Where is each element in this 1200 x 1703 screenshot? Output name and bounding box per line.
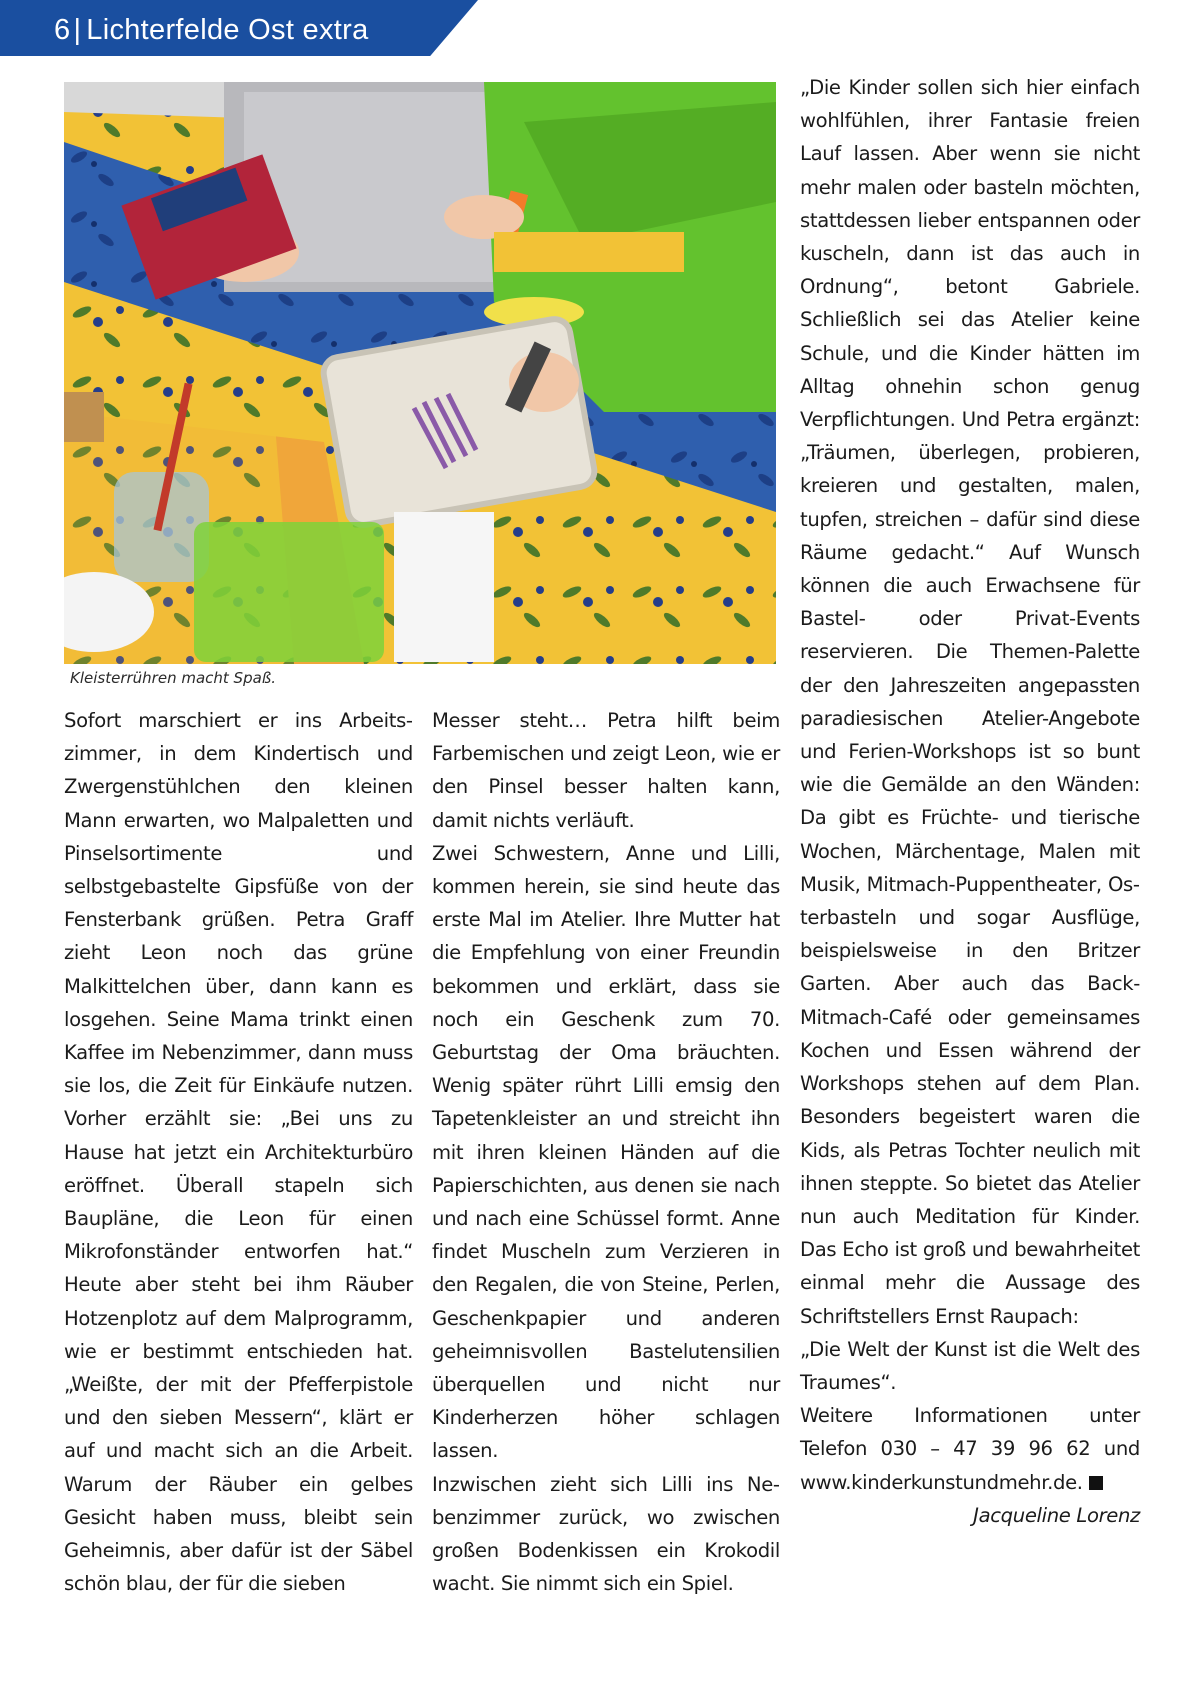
section-title: Lichterfelde Ost extra: [86, 14, 369, 46]
photo-caption: Kleisterrühren macht Spaß.: [70, 669, 277, 687]
contact-info: Weitere Informationen unter Telefon 030 – 47 39 96 62 und www.kinderkunstundmehr.de.: [800, 1404, 1140, 1494]
article-column-2: [432, 704, 780, 1600]
article-paragraph: „Die Kinder sollen sich hier einfach wohlfühlen, ihrer Fantasie freien Lauf lassen. Aber wenn sie nicht mehr malen oder basteln möchten, stattdessen lieber entspannen oder kuscheln, dann ist das auch in Ordnung“, betont Gabriele. Schließlich sei das Atelier keine Schule, und die Kinder hätten im Alltag ohnehin schon genug Verpflichtungen. Und Petra ergänzt: „Träumen, überlegen, probieren, kreieren und gestalten, malen, tupfen, streichen – dafür sind diese Räume gedacht.“ Auf Wunsch können die auch Erwachsene für Bastel- oder Privat-Events reservieren. Die Themen-Palette der den Jahreszeiten angepassten paradiesischen Atelier-Angebote und Ferien-Workshops ist so bunt wie die Gemälde an den Wänden: Da gibt es Früchte- und tierische Wochen, Märchentage, Malen mit Musik, Mitmach-Puppentheater, Osterbasteln und sogar Ausflüge, beispielsweise in den Britzer Garten. Aber auch das Back-Mitmach-Café oder gemeinsames Kochen und Essen während der Workshops stehen auf dem Plan. Besonders begeistert waren die Kids, als Petras Tochter neulich mit ihnen steppte. So bietet das Atelier nun auch Meditation für Kinder. Das Echo ist groß und bewahrheitet einmal mehr die Aussage des Schriftstellers Ernst Raupach:: [800, 76, 1140, 1328]
craft-table-illustration: [64, 82, 776, 664]
article-paragraph: Sofort marschiert er ins Arbeitszimmer, in dem Kindertisch und Zwergenstühlchen den kleinen Mann erwarten, wo Malpaletten und Pinselsortimente und selbstgebastelte Gipsfüße von der Fensterbank grüßen. Petra Graff zieht Leon noch das grüne Malkittelchen über, dann kann es losgehen. Seine Mama trinkt einen Kaffee im Nebenzimmer, dann muss sie los, die Zeit für Einkäufe nutzen. Vorher erzählt sie: „Bei uns zu Hause hat jetzt ein Architekturbüro eröffnet. Überall stapeln sich Baupläne, die Leon für einen Mikrofonständer entworfen hat.“ Heute aber steht bei ihm Räuber Hotzenplotz auf dem Malprogramm, wie er bestimmt entschieden hat. „Weißte, der mit der Pfefferpistole und den sieben Messern“, klärt er auf und macht sich an die Arbeit. Warum der Räuber ein gelbes Gesicht haben muss, bleibt sein Geheimnis, aber dafür ist der Säbel schön blau, der für die sieben: [64, 709, 413, 1596]
quote-paragraph: „Die Welt der Kunst ist die Welt des Traumes“.: [800, 1337, 1140, 1394]
end-of-article-mark: [1089, 1476, 1103, 1490]
article-paragraph: Zwei Schwestern, Anne und Lilli, kommen herein, sie sind heute das erste Mal im Atelier. Ihre Mutter hat die Empfehlung von einer Freundin bekommen und erklärt, dass sie noch ein Geschenk zum 70. Geburtstag der Oma bräuchten. Wenig später rührt Lilli emsig den Tapetenkleister an und streicht ihn mit ihren kleinen Händen auf die Papierschichten, aus denen sie nach und nach eine Schüssel formt. Anne findet Muscheln zum Verzieren in den Regalen, die von Steine, Perlen, Geschenkpapier und anderen geheimnisvollen Bastelutensilien überquellen und nicht nur Kinderherzen höher schlagen lassen.: [432, 841, 780, 1463]
article-photo: [64, 82, 776, 664]
article-paragraph: Inzwischen zieht sich Lilli ins Nebenzimmer zurück, wo zwischen großen Bodenkissen ein Krokodil wacht. Sie nimmt sich ein Spiel.: [432, 1472, 780, 1596]
article-column-1: [64, 704, 413, 1600]
section-header: [54, 14, 369, 47]
article-paragraph: Messer steht… Petra hilft beim Farbemischen und zeigt Leon, wie er den Pinsel besser halten kann, damit nichts verläuft.: [432, 709, 780, 832]
article-column-3: [800, 71, 1140, 1532]
author-byline: Jacqueline Lorenz: [973, 1503, 1140, 1527]
header-separator: |: [73, 14, 82, 46]
page-number: 6: [54, 14, 71, 46]
contact-paragraph: [800, 1399, 1140, 1499]
